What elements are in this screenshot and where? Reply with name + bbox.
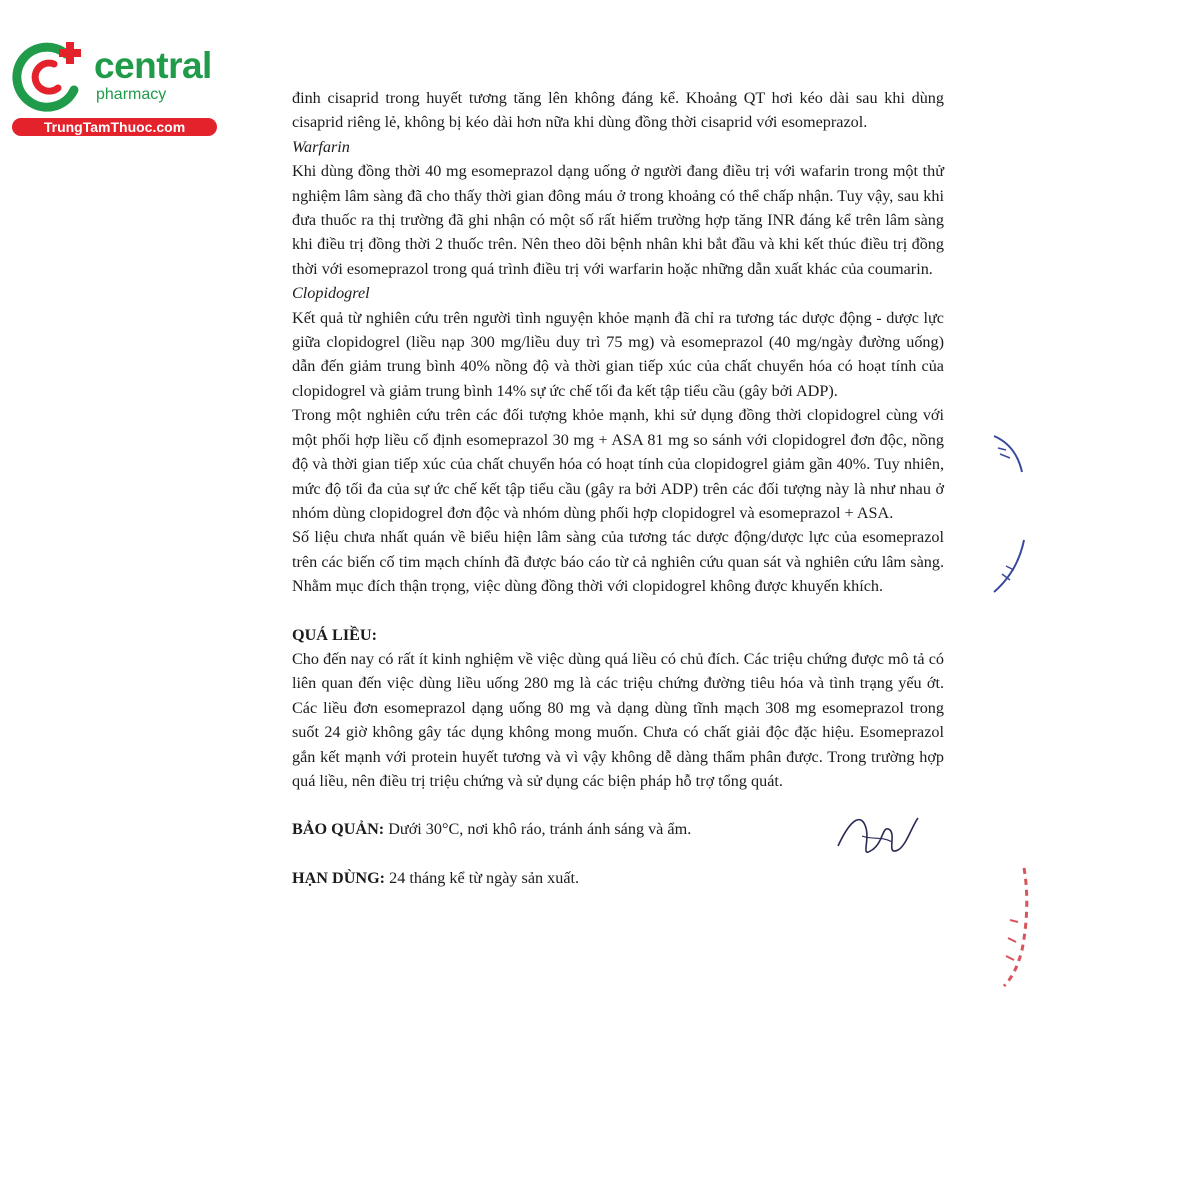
logo-mark-icon	[10, 38, 92, 116]
storage-text: Dưới 30°C, nơi khô ráo, tránh ánh sáng và ẩm.	[384, 820, 692, 839]
paragraph-clopidogrel-1: Kết quả từ nghiên cứu trên người tình nguyện khỏe mạnh đã chỉ ra tương tác dược động - dược lực giữa clopidogrel (liều nạp 300 mg/liều duy trì 75 mg) và esomeprazol (40 mg/ngày đường uống) dẫn đến giảm trung bình 40% nồng độ và thời gian tiếp xúc của chất chuyển hóa có hoạt tính của clopidogrel và giảm trung bình 14% sự ức chế tối đa kết tập tiểu cầu (gây bởi ADP).	[292, 308, 944, 400]
expiry-label: HẠN DÙNG:	[292, 868, 386, 887]
red-stamp-edge-icon	[994, 860, 1034, 990]
paragraph-clopidogrel-2: Trong một nghiên cứu trên các đối tượng khỏe mạnh, khi sử dụng đồng thời clopidogrel cùng với một phối hợp liều cố định esomeprazol 30 mg + ASA 81 mg so sánh với clopidogrel đơn độc, nồng độ và thời gian tiếp xúc của chất chuyển hóa có hoạt tính của clopidogrel giảm gần 40%. Tuy nhiên, mức độ tối đa của sự ức chế kết tập tiểu cầu (gây ra bởi ADP) trên các đối tượng này là như nhau ở nhóm dùng clopidogrel đơn độc và nhóm dùng phối hợp clopidogrel và esomeprazol + ASA.	[292, 406, 944, 522]
heading-warfarin: Warfarin	[292, 137, 350, 156]
paragraph-overdose: Cho đến nay có rất ít kinh nghiệm về việc dùng quá liều có chủ đích. Các triệu chứng được mô tả có liên quan đến việc dùng liều uống 280 mg là các triệu chứng đường tiêu hóa và tình trạng yếu ớt. Các liều đơn esomeprazol dạng uống 80 mg và dạng dùng tĩnh mạch 308 mg esomeprazol trong suốt 24 giờ không gây tác dụng không mong muốn. Chưa có chất giải độc đặc hiệu. Esomeprazol gắn kết mạnh với protein huyết tương và vì vậy không dễ dàng thẩm phân được. Trong trường hợp quá liều, nên điều trị triệu chứng và sử dụng các biện pháp hỗ trợ tổng quát.	[292, 649, 944, 790]
expiry-text: 24 tháng kể từ ngày sản xuất.	[385, 868, 580, 887]
heading-clopidogrel: Clopidogrel	[292, 284, 370, 303]
brand-website: TrungTamThuoc.com	[12, 118, 217, 136]
storage-label: BẢO QUẢN:	[292, 820, 385, 839]
stamp-edge-icon	[984, 420, 1044, 610]
brand-subtitle: pharmacy	[96, 86, 167, 103]
document-body	[292, 86, 944, 890]
brand-logo	[8, 36, 218, 136]
heading-overdose: QUÁ LIỀU:	[292, 625, 377, 644]
paragraph-warfarin: Khi dùng đồng thời 40 mg esomeprazol dạng uống ở người đang điều trị với wafarin trong một thử nghiệm lâm sàng đã cho thấy thời gian đông máu ở trong khoảng có thể chấp nhận. Tuy vậy, sau khi đưa thuốc ra thị trường đã ghi nhận có một số rất hiếm trường hợp tăng INR đáng kể trên lâm sàng khi điều trị đồng thời 2 thuốc trên. Nên theo dõi bệnh nhân khi bắt đầu và khi kết thúc điều trị đồng thời với esomeprazol trong quá trình điều trị với warfarin hoặc những dẫn xuất khác của coumarin.	[292, 162, 944, 278]
paragraph-clopidogrel-3: Số liệu chưa nhất quán về biểu hiện lâm sàng của tương tác dược động/dược lực của esomeprazol trên các biến cố tim mạch chính đã được báo cáo từ cả nghiên cứu quan sát và nghiên cứu lâm sàng. Nhằm mục đích thận trọng, việc dùng đồng thời với clopidogrel không được khuyến khích.	[292, 528, 944, 596]
signature-icon	[832, 806, 922, 870]
brand-name: central	[94, 45, 212, 86]
paragraph-cisaprid: đinh cisaprid trong huyết tương tăng lên không đáng kể. Khoảng QT hơi kéo dài sau khi dùng cisaprid riêng lẻ, không bị kéo dài hơn nữa khi dùng đồng thời cisaprid với esomeprazol.	[292, 89, 944, 132]
